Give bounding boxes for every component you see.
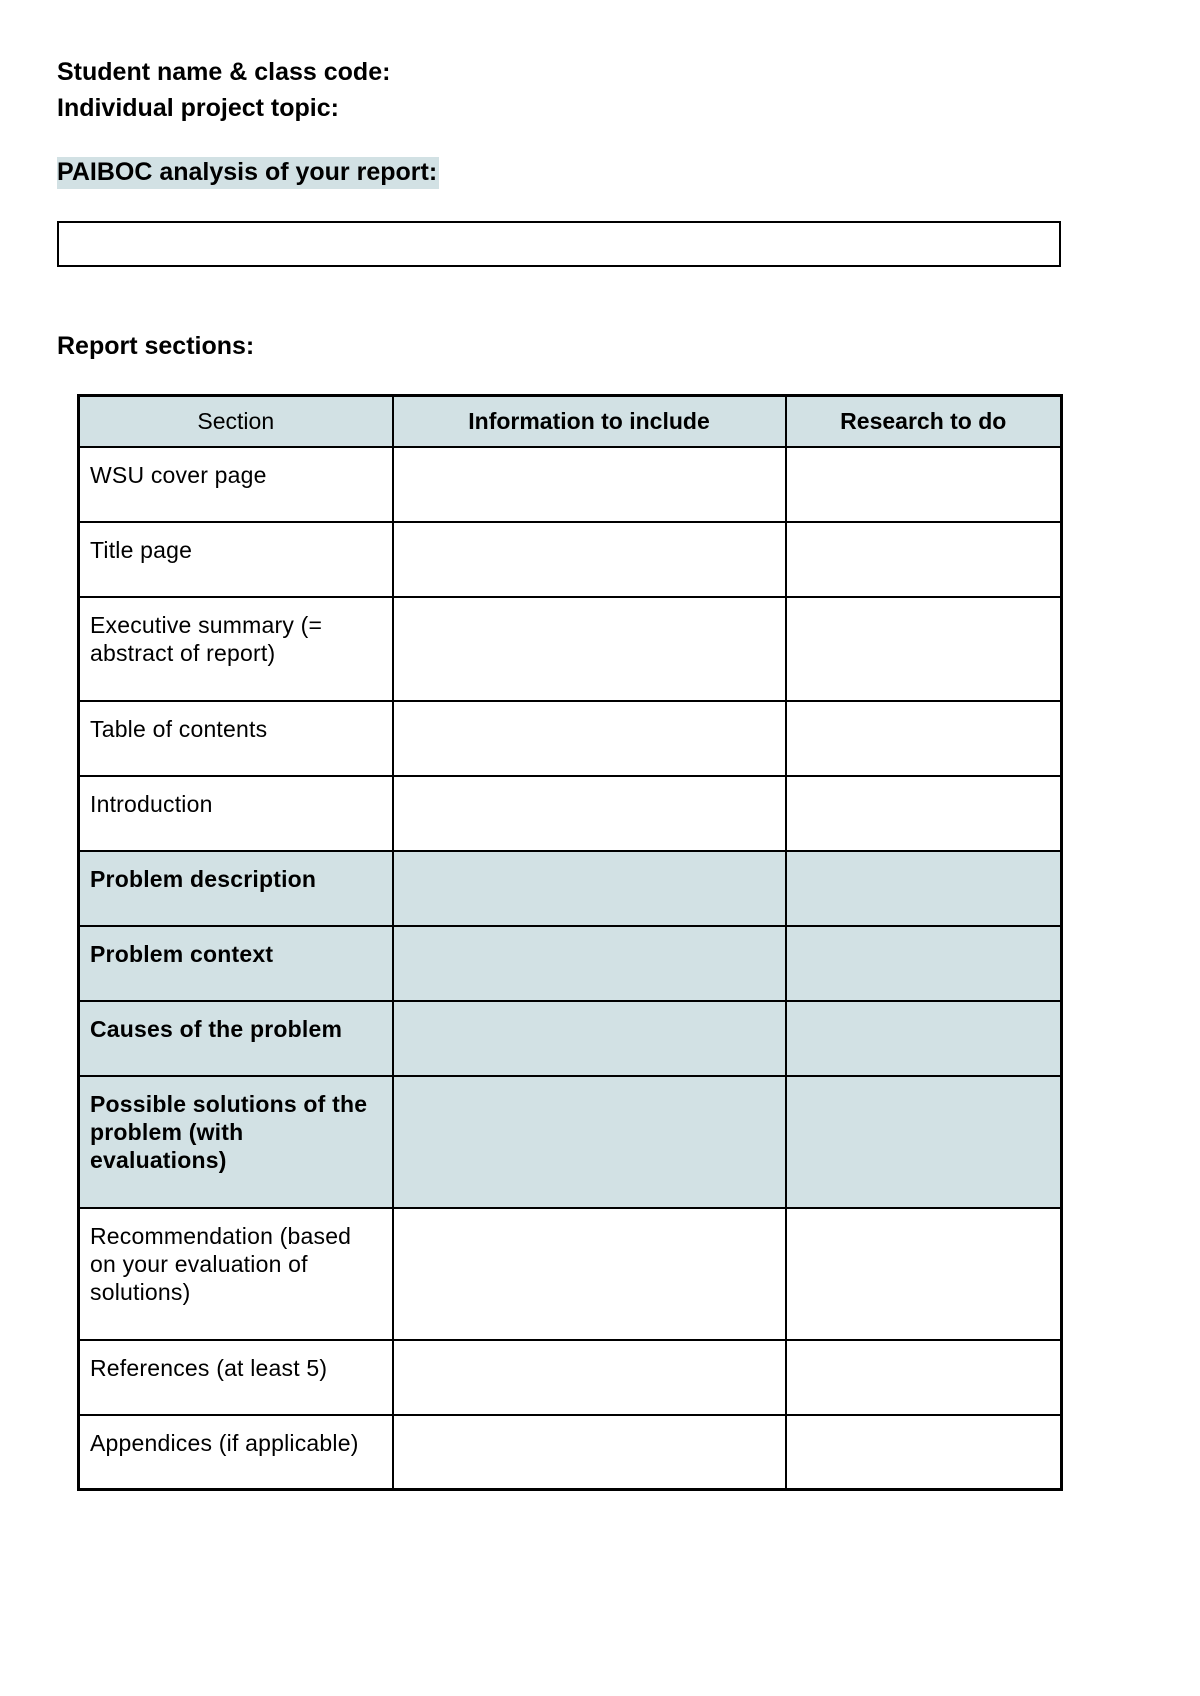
table-row	[79, 597, 1062, 701]
information-cell[interactable]	[393, 926, 786, 1001]
table-header-row	[79, 396, 1062, 447]
information-cell[interactable]	[393, 1001, 786, 1076]
information-cell[interactable]	[393, 597, 786, 701]
paiboc-analysis-field[interactable]	[57, 221, 1061, 267]
paiboc-analysis-heading: PAIBOC analysis of your report:	[57, 157, 439, 189]
section-cell: Table of contents	[79, 701, 393, 776]
column-header-section: Section	[79, 396, 393, 447]
column-header-research: Research to do	[786, 396, 1062, 447]
information-cell[interactable]	[393, 447, 786, 522]
research-cell[interactable]	[786, 776, 1062, 851]
research-cell[interactable]	[786, 447, 1062, 522]
research-cell[interactable]	[786, 597, 1062, 701]
section-cell: Executive summary (= abstract of report)	[79, 597, 393, 701]
research-cell[interactable]	[786, 926, 1062, 1001]
table-row	[79, 1208, 1062, 1340]
table-row	[79, 1340, 1062, 1415]
section-cell: References (at least 5)	[79, 1340, 393, 1415]
information-cell[interactable]	[393, 701, 786, 776]
research-cell[interactable]	[786, 851, 1062, 926]
information-cell[interactable]	[393, 851, 786, 926]
section-cell: Appendices (if applicable)	[79, 1415, 393, 1490]
section-cell: Possible solutions of the problem (with evaluations)	[79, 1076, 393, 1208]
section-cell: Title page	[79, 522, 393, 597]
research-cell[interactable]	[786, 1415, 1062, 1490]
research-cell[interactable]	[786, 522, 1062, 597]
table-row	[79, 851, 1062, 926]
table-row	[79, 776, 1062, 851]
section-cell: Recommendation (based on your evaluation of solutions)	[79, 1208, 393, 1340]
information-cell[interactable]	[393, 1076, 786, 1208]
report-sections-table	[77, 394, 1063, 1491]
information-cell[interactable]	[393, 776, 786, 851]
table-row	[79, 701, 1062, 776]
research-cell[interactable]	[786, 1001, 1062, 1076]
report-sections-heading: Report sections:	[57, 332, 255, 360]
student-name-class-code-label: Student name & class code:	[57, 58, 391, 86]
table-row	[79, 926, 1062, 1001]
section-cell: Causes of the problem	[79, 1001, 393, 1076]
table-row	[79, 522, 1062, 597]
research-cell[interactable]	[786, 1340, 1062, 1415]
section-cell: Introduction	[79, 776, 393, 851]
table-row	[79, 1001, 1062, 1076]
information-cell[interactable]	[393, 1208, 786, 1340]
table-row	[79, 447, 1062, 522]
table-row	[79, 1076, 1062, 1208]
research-cell[interactable]	[786, 1076, 1062, 1208]
column-header-information: Information to include	[393, 396, 786, 447]
information-cell[interactable]	[393, 1415, 786, 1490]
information-cell[interactable]	[393, 522, 786, 597]
individual-project-topic-label: Individual project topic:	[57, 94, 339, 122]
section-cell: Problem context	[79, 926, 393, 1001]
research-cell[interactable]	[786, 701, 1062, 776]
information-cell[interactable]	[393, 1340, 786, 1415]
table-row	[79, 1415, 1062, 1490]
section-cell: Problem description	[79, 851, 393, 926]
research-cell[interactable]	[786, 1208, 1062, 1340]
section-cell: WSU cover page	[79, 447, 393, 522]
